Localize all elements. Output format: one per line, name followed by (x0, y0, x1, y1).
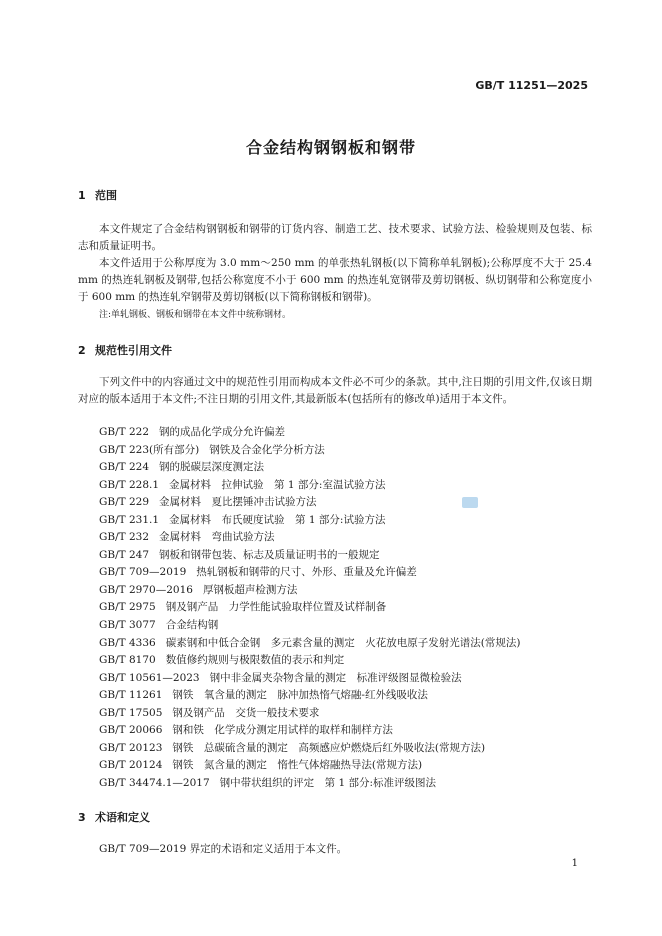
reference-item (99, 652, 520, 670)
reference-title: 钢及钢产品 交货一般技术要求 (172, 706, 320, 719)
section-title: 术语和定义 (95, 811, 150, 824)
reference-item (99, 740, 520, 758)
watermark-icon (462, 497, 478, 508)
reference-item (99, 687, 520, 705)
reference-item (99, 705, 520, 723)
reference-item (99, 512, 520, 530)
reference-title: 钢铁 氮含量的测定 惰性气体熔融热导法(常规方法) (172, 759, 423, 772)
reference-code: GB/T 4336 (99, 636, 156, 649)
section-number: 3 (78, 811, 86, 824)
section-title: 范围 (95, 189, 117, 202)
reference-title: 钢及钢产品 力学性能试验取样位置及试样制备 (165, 601, 387, 614)
reference-code: GB/T 222 (99, 426, 150, 438)
page-number: 1 (571, 858, 578, 869)
reference-item (99, 722, 520, 740)
reference-code: GB/T 2975 (99, 601, 156, 614)
reference-item (99, 757, 520, 775)
reference-code: GB/T 229 (99, 496, 150, 509)
reference-title: 金属材料 拉伸试验 第 1 部分:室温试验方法 (169, 478, 386, 491)
reference-code: GB/T 34474.1—2017 (99, 776, 210, 789)
reference-item (99, 599, 520, 617)
reference-title: 钢的成品化学成分允许偏差 (159, 426, 286, 438)
reference-title: 钢中非金属夹杂物含量的测定 标准评级图显微检验法 (209, 671, 462, 684)
reference-item (99, 442, 520, 460)
reference-code: GB/T 20124 (99, 759, 163, 772)
section-1-heading (78, 187, 117, 203)
section-number: 2 (78, 344, 86, 357)
reference-code: GB/T 20123 (99, 741, 163, 754)
reference-code: GB/T 223(所有部分) (99, 443, 200, 456)
terms-paragraph: GB/T 709—2019 界定的术语和定义适用于本文件。 (99, 843, 348, 855)
reference-title: 钢铁 总碳硫含量的测定 高频感应炉燃烧后红外吸收法(常规方法) (172, 741, 486, 754)
section-title: 规范性引用文件 (95, 344, 172, 357)
reference-code: GB/T 2970—2016 (99, 583, 193, 596)
reference-code: GB/T 11261 (99, 689, 163, 702)
section-3-heading (78, 809, 150, 825)
document-title: 合金结构钢钢板和钢带 (245, 138, 416, 157)
reference-code: GB/T 8170 (99, 654, 156, 667)
reference-code: GB/T 3077 (99, 619, 156, 632)
reference-title: 钢中带状组织的评定 第 1 部分:标准评级图法 (219, 776, 437, 789)
reference-title: 热轧钢板和钢带的尺寸、外形、重量及允许偏差 (196, 566, 417, 579)
reference-item (99, 424, 520, 442)
reference-item (99, 494, 520, 512)
reference-title: 钢板和钢带包装、标志及质量证明书的一般规定 (159, 548, 380, 561)
standard-code: GB/T 11251—2025 (475, 79, 588, 92)
reference-item (99, 582, 520, 600)
reference-title: 钢铁及合金化学分析方法 (209, 443, 325, 456)
reference-item (99, 547, 520, 565)
reference-item (99, 670, 520, 688)
reference-code: GB/T 10561—2023 (99, 671, 200, 684)
reference-title: 合金结构钢 (165, 619, 219, 632)
reference-code: GB/T 231.1 (99, 513, 160, 526)
reference-item (99, 617, 520, 635)
reference-title: 碳素钢和中低合金钢 多元素含量的测定 火花放电原子发射光谱法(常规法) (165, 636, 521, 649)
reference-title: 钢铁 氧含量的测定 脉冲加热惰气熔融-红外线吸收法 (172, 689, 428, 702)
section-number: 1 (78, 189, 86, 202)
reference-code: GB/T 247 (99, 548, 150, 561)
reference-item (99, 635, 520, 653)
reference-title: 钢和铁 化学成分测定用试样的取样和制样方法 (172, 724, 393, 737)
reference-title: 金属材料 布氏硬度试验 第 1 部分:试验方法 (169, 513, 386, 526)
scope-paragraph-2: 本文件适用于公称厚度为 3.0 mm～250 mm 的单张热轧钢板(以下简称单轧钢板);公称厚度不大于 25.4 mm 的热连轧钢板及钢带,包括公称宽度不小于 600 mm 的热连轧宽钢带及剪切钢板、纵切钢带和公称宽度小于 600 mm 的热连轧窄钢带及剪切钢板(以下简称钢板和钢带)。 (78, 257, 592, 303)
reference-item (99, 564, 520, 582)
normative-intro: 下列文件中的内容通过文中的规范性引用而构成本文件必不可少的条款。其中,注日期的引用文件,仅该日期对应的版本适用于本文件;不注日期的引用文件,其最新版本(包括所有的修改单)适用于本文件。 (78, 376, 592, 405)
reference-item (99, 529, 520, 547)
reference-item (99, 775, 520, 793)
reference-title: 厚钢板超声检测方法 (202, 583, 298, 596)
reference-code: GB/T 20066 (99, 724, 163, 737)
reference-code: GB/T 17505 (99, 706, 163, 719)
section-2-heading (78, 342, 172, 358)
reference-code: GB/T 224 (99, 461, 150, 474)
reference-item (99, 477, 520, 495)
reference-code: GB/T 228.1 (99, 478, 160, 491)
reference-title: 金属材料 弯曲试验方法 (159, 531, 275, 544)
reference-title: 数值修约规则与极限数值的表示和判定 (165, 654, 345, 667)
reference-title: 钢的脱碳层深度测定法 (159, 461, 265, 474)
scope-paragraph-1: 本文件规定了合金结构钢钢板和钢带的订货内容、制造工艺、技术要求、试验方法、检验规则及包装、标志和质量证明书。 (78, 223, 592, 252)
reference-list (99, 424, 520, 792)
reference-code: GB/T 232 (99, 531, 150, 544)
reference-code: GB/T 709—2019 (99, 566, 187, 579)
reference-title: 金属材料 夏比摆锤冲击试验方法 (159, 496, 317, 509)
scope-note: 注:单轧钢板、钢板和钢带在本文件中统称钢材。 (99, 310, 292, 320)
reference-item (99, 459, 520, 477)
